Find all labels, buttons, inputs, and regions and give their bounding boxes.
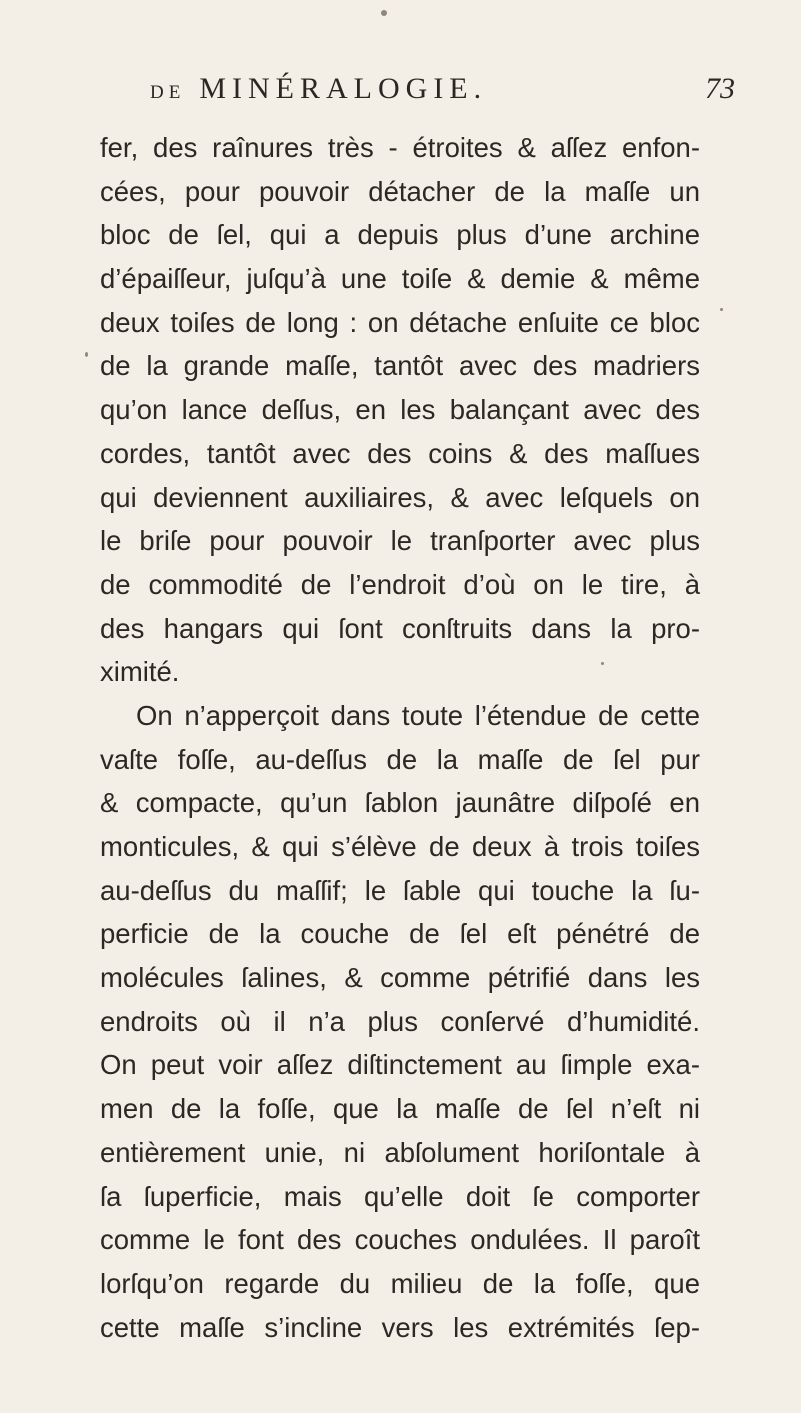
text-line: des hangars qui ſont conſtruits dans la pro- [100, 612, 700, 644]
text-line: On peut voir aſſez diſtinctement au ſimple exa- [100, 1049, 700, 1081]
text-line: lorſqu’on regarde du milieu de la foſſe, que [100, 1267, 700, 1299]
running-title [150, 72, 487, 106]
text-line: & compacte, qu’un ſablon jaunâtre diſpoſé en [100, 787, 700, 819]
page-number: 73 [705, 72, 735, 105]
header-title: MINÉRALOGIE. [199, 72, 488, 105]
text-line: cées, pour pouvoir détacher de la maſſe un [100, 175, 700, 207]
text-line: cette maſſe s’incline vers les extrémités ſep- [100, 1311, 700, 1343]
text-line: qui deviennent auxiliaires, & avec leſquels on [100, 481, 700, 513]
text-line: comme le font des couches ondulées. Il paroît [100, 1224, 700, 1256]
text-line: bloc de ſel, qui a depuis plus d’une archine [100, 219, 700, 251]
text-line: entièrement unie, ni abſolument horiſontale à [100, 1136, 700, 1168]
text-line: endroits où il n’a plus conſervé d’humidité. [100, 1005, 700, 1037]
text-line: cordes, tantôt avec des coins & des maſſues [100, 437, 700, 469]
text-line: fer, des raînures très - étroites & aſſez enfon- [100, 132, 700, 163]
text-line: deux toiſes de long : on détache enſuite ce bloc [100, 306, 700, 338]
text-line: d’épaiſſeur, juſqu’à une toiſe & demie & même [100, 263, 700, 295]
text-line: de la grande maſſe, tantôt avec des madriers [100, 350, 700, 382]
text-line: perficie de la couche de ſel eſt pénétré de [100, 918, 700, 950]
text-line: qu’on lance deſſus, en les balançant avec des [100, 394, 700, 426]
body-text [100, 126, 700, 1349]
running-header [0, 72, 801, 112]
text-line: au-deſſus du maſſif; le ſable qui touche la ſu- [100, 874, 700, 906]
text-line: men de la foſſe, que la maſſe de ſel n’eſt ni [100, 1093, 700, 1125]
text-line: ſa ſuperficie, mais qu’elle doit ſe comporter [100, 1180, 700, 1212]
text-line: vaſte foſſe, au-deſſus de la maſſe de ſel pur [100, 743, 700, 775]
text-line: monticules, & qui s’élève de deux à trois toiſes [100, 831, 700, 862]
ink-speck [601, 662, 604, 665]
ink-speck [85, 352, 88, 357]
text-line: molécules ſalines, & comme pétrifié dans les [100, 962, 700, 994]
text-line: On n’apperçoit dans toute l’étendue de cette [136, 699, 700, 731]
header-prefix: DE [150, 82, 186, 103]
text-line: ximité. [100, 656, 180, 688]
text-line: de commodité de l’endroit d’où on le tire, à [100, 568, 700, 600]
ink-speck [720, 308, 723, 311]
text-line: le briſe pour pouvoir le tranſporter avec plus [100, 525, 700, 557]
ink-speck [381, 10, 387, 16]
